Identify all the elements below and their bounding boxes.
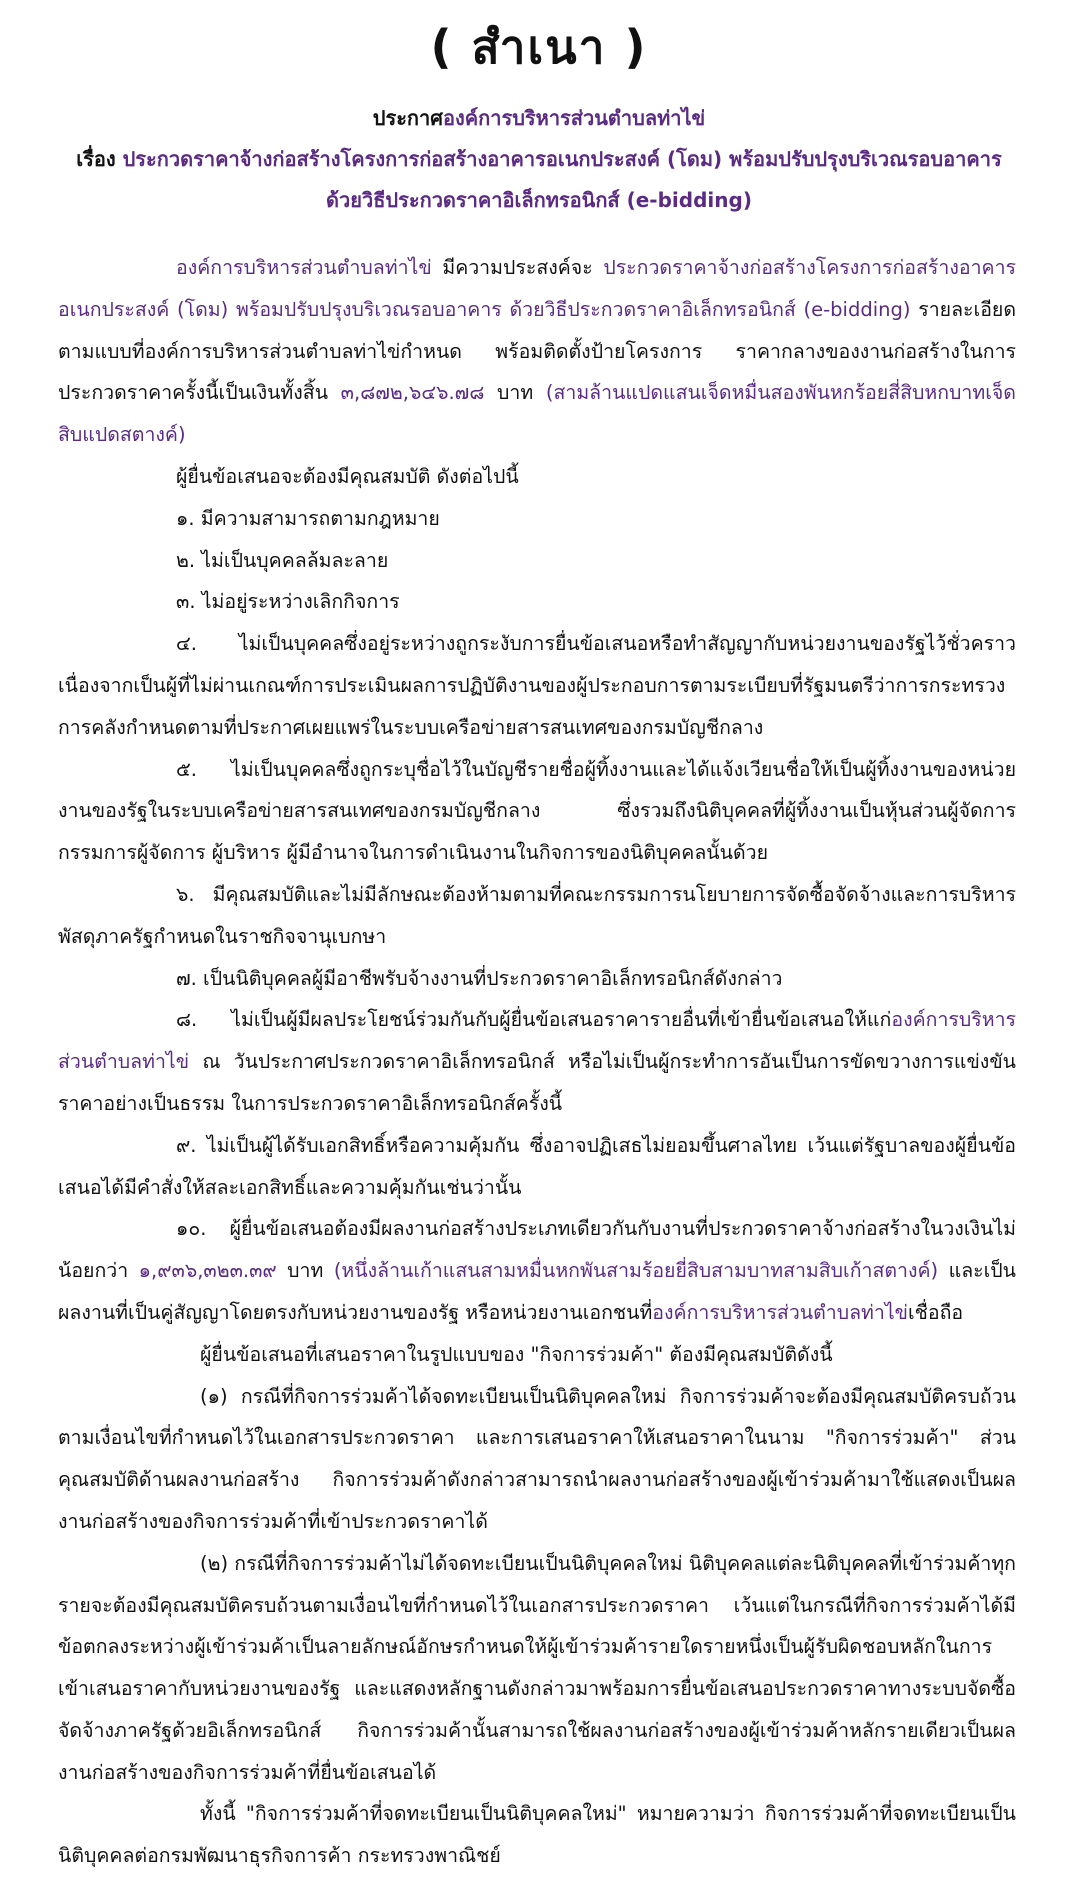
q8-text-b: ณ วันประกาศประกวดราคาอิเล็กทรอนิกส์ หรือไม่เป็นผู้กระทำการอันเป็นการขัดขวางการแข่งขันราคาอย่างเป็นธรรม ในการประกวดราคาอิเล็กทรอนิกส์ครั้งนี้ [58, 1050, 1016, 1115]
q10-text-c: และเป็นผลงานที่เป็นคู่สัญญาโดยตรงกับหน่วยงานของรัฐ หรือหน่วยงานเอกชนที่ [58, 1259, 1016, 1324]
intro-text-3: บาท [484, 381, 546, 405]
qualification-item-1: ๑. มีความสามารถตามกฎหมาย [176, 506, 440, 530]
q10-text-d: เชื่อถือ [908, 1300, 964, 1324]
joint-venture-clause-1: (๑) กรณีที่กิจการร่วมค้าได้จดทะเบียนเป็นนิติบุคคลใหม่ กิจการร่วมค้าจะต้องมีคุณสมบัติครบถ้วนตามเงื่อนไขที่กำหนดไว้ในเอกสารประกวดราคา และการเสนอราคาให้เสนอราคาในนาม "กิจการร่วมค้า" ส่วนคุณสมบัติด้านผลงานก่อสร้าง กิจการร่วมค้าดังกล่าวสามารถนำผลงานก่อสร้างของผู้เข้าร่วมค้ามาใช้แสดงเป็นผลงานก่อสร้างของกิจการร่วมค้าที่เข้าประกวดราคาได้ [58, 1384, 1016, 1533]
qualification-item-8 [58, 999, 1016, 1124]
qualification-item-3: ๓. ไม่อยู่ระหว่างเลิกกิจการ [176, 590, 400, 614]
q10-text-a: ๑๐. ผู้ยื่นข้อเสนอต้องมีผลงานก่อสร้างประเภทเดียวกันกับงานที่ประกวดราคาจ้างก่อสร้างในวงเงินไม่น้อยกว่า [58, 1217, 1016, 1283]
header-prefix: ประกาศ [372, 106, 443, 130]
q10-amount: ๑,๙๓๖,๓๒๓.๓๙ [138, 1259, 277, 1283]
header-org: องค์การบริหารส่วนตำบลท่าไข่ [442, 106, 706, 130]
qualification-title: ผู้ยื่นข้อเสนอจะต้องมีคุณสมบัติ ดังต่อไปนี้ [176, 464, 519, 488]
q10-text-b: บาท [276, 1259, 334, 1283]
qualification-item-5: ๕. ไม่เป็นบุคคลซึ่งถูกระบุชื่อไว้ในบัญชีรายชื่อผู้ทิ้งงานและได้แจ้งเวียนชื่อให้เป็นผู้ทิ้งงานของหน่วยงานของรัฐในระบบเครือข่ายสารสนเทศของกรมบัญชีกลาง ซึ่งรวมถึงนิติบุคคลที่ผู้ทิ้งงานเป็นหุ้นส่วนผู้จัดการ กรรมการผู้จัดการ ผู้บริหาร ผู้มีอำนาจในการดำเนินงานในกิจการของนิติบุคคลนั้นด้วย [58, 757, 1016, 865]
header-line-3: ด้วยวิธีประกวดราคาอิเล็กทรอนิกส์ (e-bidding) [326, 188, 752, 212]
intro-text-1: มีความประสงค์จะ [431, 256, 604, 279]
intro-project: ประกวดราคาจ้างก่อสร้างโครงการก่อสร้างอาคารอเนกประสงค์ (โดม) พร้อมปรับปรุงบริเวณรอบอาคาร ด้วยวิธีประกวดราคาอิเล็กทรอนิกส์ (e-bidding) [58, 256, 1016, 321]
intro-org: องค์การบริหารส่วนตำบลท่าไข่ [176, 256, 432, 279]
joint-venture-definition: ทั้งนี้ "กิจการร่วมค้าที่จดทะเบียนเป็นนิติบุคคลใหม่" หมายความว่า กิจการร่วมค้าที่จดทะเบียนเป็นนิติบุคคลต่อกรมพัฒนาธุรกิจการค้า กระทรวงพาณิชย์ [58, 1802, 1016, 1868]
intro-paragraph [58, 247, 1016, 456]
q8-org: องค์การบริหารส่วนตำบลท่าไข่ [58, 1008, 1016, 1074]
qualification-item-7: ๗. เป็นนิติบุคคลผู้มีอาชีพรับจ้างงานที่ประกวดราคาอิเล็กทรอนิกส์ดังกล่าว [176, 966, 783, 990]
header-line-2 [0, 139, 1078, 180]
q10-org: องค์การบริหารส่วนตำบลท่าไข่ [652, 1300, 908, 1324]
header-line-1 [0, 98, 1078, 139]
qualification-item-6: ๖. มีคุณสมบัติและไม่มีลักษณะต้องห้ามตามที่คณะกรรมการนโยบายการจัดซื้อจัดจ้างและการบริหารพัสดุภาครัฐกำหนดในราชกิจจานุเบกษา [58, 882, 1016, 948]
qualification-item-4: ๔. ไม่เป็นบุคคลซึ่งอยู่ระหว่างถูกระงับการยื่นข้อเสนอหรือทำสัญญากับหน่วยงานของรัฐไว้ชั่วคราว เนื่องจากเป็นผู้ที่ไม่ผ่านเกณฑ์การประเมินผลการปฏิบัติงานของผู้ประกอบการตามระเบียบที่รัฐมนตรีว่าการกระทรวงการคลังกำหนดตามที่ประกาศเผยแพร่ในระบบเครือข่ายสารสนเทศของกรมบัญชีกลาง [58, 632, 1016, 739]
copy-stamp-title: ( สำเนา ) [430, 20, 648, 74]
intro-amount: ๓,๘๗๒,๖๔๖.๗๘ [340, 381, 485, 405]
qualification-item-10 [58, 1208, 1016, 1333]
q8-text-a: ๘. ไม่เป็นผู้มีผลประโยชน์ร่วมกันกับผู้ยื่นข้อเสนอราคารายอื่นที่เข้ายื่นข้อเสนอให้แก่ [176, 1008, 892, 1032]
qualification-item-9: ๙. ไม่เป็นผู้ได้รับเอกสิทธิ์หรือความคุ้มกัน ซึ่งอาจปฏิเสธไม่ยอมขึ้นศาลไทย เว้นแต่รัฐบาลของผู้ยื่นข้อเสนอได้มีคำสั่งให้สละเอกสิทธิ์และความคุ้มกันเช่นว่านั้น [58, 1133, 1016, 1199]
q10-amount-words: (หนึ่งล้านเก้าแสนสามหมื่นหกพันสามร้อยยี่สิบสามบาทสามสิบเก้าสตางค์) [333, 1259, 939, 1283]
qualification-item-2: ๒. ไม่เป็นบุคคลล้มละลาย [176, 548, 389, 572]
intro-amount-words: (สามล้านแปดแสนเจ็ดหมื่นสองพันหกร้อยสี่สิบหกบาทเจ็ดสิบแปดสตางค์) [58, 381, 1016, 447]
joint-venture-clause-2: (๒) กรณีที่กิจการร่วมค้าไม่ได้จดทะเบียนเป็นนิติบุคคลใหม่ นิติบุคคลแต่ละนิติบุคคลที่เข้าร่วมค้าทุกรายจะต้องมีคุณสมบัติครบถ้วนตามเงื่อนไขที่กำหนดไว้ในเอกสารประกวดราคา เว้นแต่ในกรณีที่กิจการร่วมค้าได้มีข้อตกลงระหว่างผู้เข้าร่วมค้าเป็นลายลักษณ์อักษรกำหนดให้ผู้เข้าร่วมค้ารายใดรายหนึ่งเป็นผู้รับผิดชอบหลักในการเข้าเสนอราคากับหน่วยงานของรัฐ และแสดงหลักฐานดังกล่าวมาพร้อมการยื่นข้อเสนอประกวดราคาทางระบบจัดซื้อจัดจ้างภาครัฐด้วยอิเล็กทรอนิกส์ กิจการร่วมค้านั้นสามารถใช้ผลงานก่อสร้างของผู้เข้าร่วมค้าหลักรายเดียวเป็นผลงานก่อสร้างของกิจการร่วมค้าที่ยื่นข้อเสนอได้ [58, 1551, 1016, 1784]
intro-text-2: รายละเอียดตามแบบที่องค์การบริหารส่วนตำบลท่าไข่กำหนด พร้อมติดตั้งป้ายโครงการ ราคากลางของงานก่อสร้างในการประกวดราคาครั้งนี้เป็นเงินทั้งสิ้น [58, 297, 1016, 405]
subject-label: เรื่อง [76, 147, 116, 171]
joint-venture-title: ผู้ยื่นข้อเสนอที่เสนอราคาในรูปแบบของ "กิจการร่วมค้า" ต้องมีคุณสมบัติดังนี้ [200, 1342, 833, 1366]
subject-text: ประกวดราคาจ้างก่อสร้างโครงการก่อสร้างอาคารอเนกประสงค์ (โดม) พร้อมปรับปรุงบริเวณรอบอาคาร [122, 147, 1002, 171]
announcement-body [58, 247, 1016, 1877]
